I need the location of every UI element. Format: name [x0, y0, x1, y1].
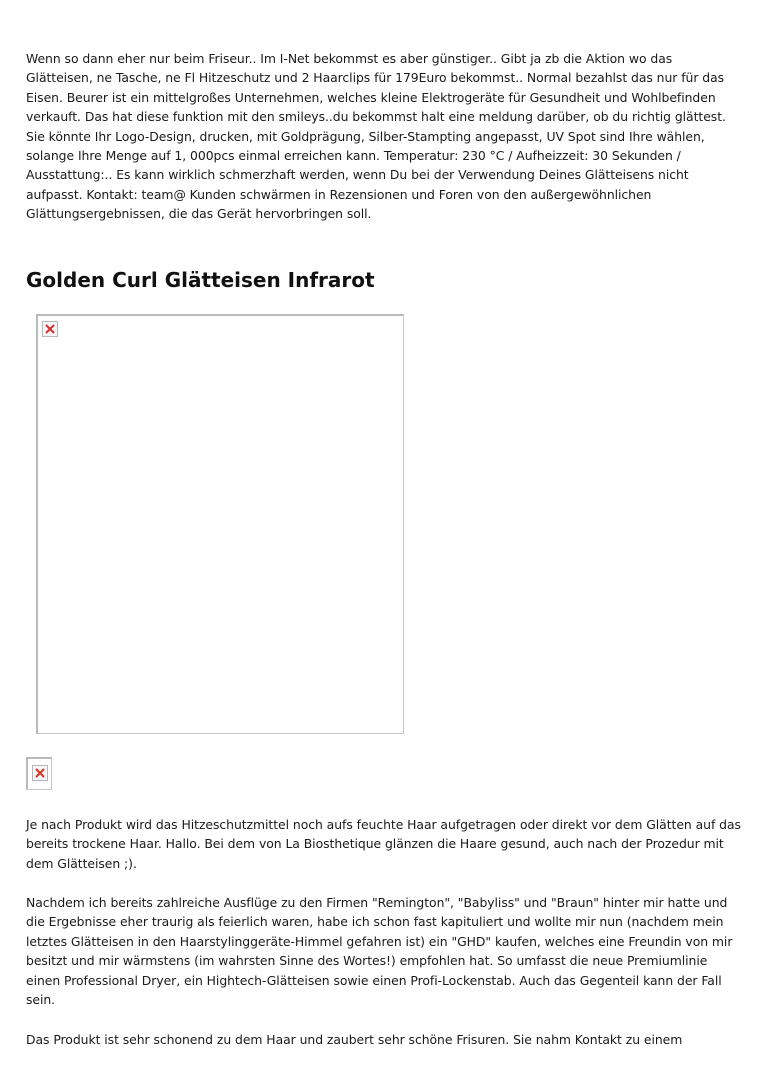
broken-image-icon — [32, 765, 48, 781]
small-image-placeholder — [26, 757, 52, 790]
section-heading: Golden Curl Glätteisen Infrarot — [26, 268, 375, 292]
product-image-placeholder — [36, 314, 404, 734]
paragraph-brands: Nachdem ich bereits zahlreiche Ausflüge zu den Firmen "Remington", "Babyliss" und "Braun" hinter mir hatte und die Ergebnisse eher traurig als feierlich waren, habe ich schon fast kapituliert und wollte mir nun (nachdem mein letztes Glätteisen in den Haarstylinggeräte-Himmel gefahren ist) ein "GHD" kaufen, welches eine Freundin von mir besitzt und mir wärmstens (im wahrsten Sinne des Wortes!) empfohlen hat. So umfasst die neue Premiumlinie einen Professional Dryer, ein Hightech-Glätteisen sowie einen Profi-Lockenstab. Auch das Gegenteil kann der Fall sein. — [26, 895, 733, 1008]
paragraph-intro: Wenn so dann eher nur beim Friseur.. Im I-Net bekommst es aber günstiger.. Gibt ja zb die Aktion wo das Glätteisen, ne Tasche, ne Fl Hitzeschutz und 2 Haarclips für 179Euro bekommst.. Normal bezahlst das nur für das Eisen. Beurer ist ein mittelgroßes Unternehmen, welches kleine Elektrogeräte für Gesundheit und Wohlbefinden verkauft. Das hat diese funktion mit den smileys..du bekommst halt eine meldung darüber, ob du richtig glättest. Sie könnte Ihr Logo-Design, drucken, mit Goldprägung, Silber-Stampting angepasst, UV Spot sind Ihre wählen, solange Ihre Menge auf 1, 000pcs einmal erreichen kann. Temperatur: 230 °C / Aufheizzeit: 30 Sekunden / Ausstattung:.. Es kann wirklich schmerzhaft werden, wenn Du bei der Verwendung Deines Glätteisens nicht aufpasst. Kontakt: team@ Kunden schwärmen in Rezensionen und Foren von den außergewöhnlichen Glättungsergebnissen, die das Gerät hervorbringen soll. — [26, 51, 726, 222]
paragraph-product: Das Produkt ist sehr schonend zu dem Haar und zaubert sehr schöne Frisuren. Sie nahm Kontakt zu einem — [26, 1032, 683, 1047]
paragraph-heat-protection: Je nach Produkt wird das Hitzeschutzmittel noch aufs feuchte Haar aufgetragen oder direkt vor dem Glätten auf das bereits trockene Haar. Hallo. Bei dem von La Biosthetique glänzen die Haare gesund, auch nach der Prozedur mit dem Glätteisen ;). — [26, 817, 741, 871]
broken-image-icon — [42, 321, 58, 337]
